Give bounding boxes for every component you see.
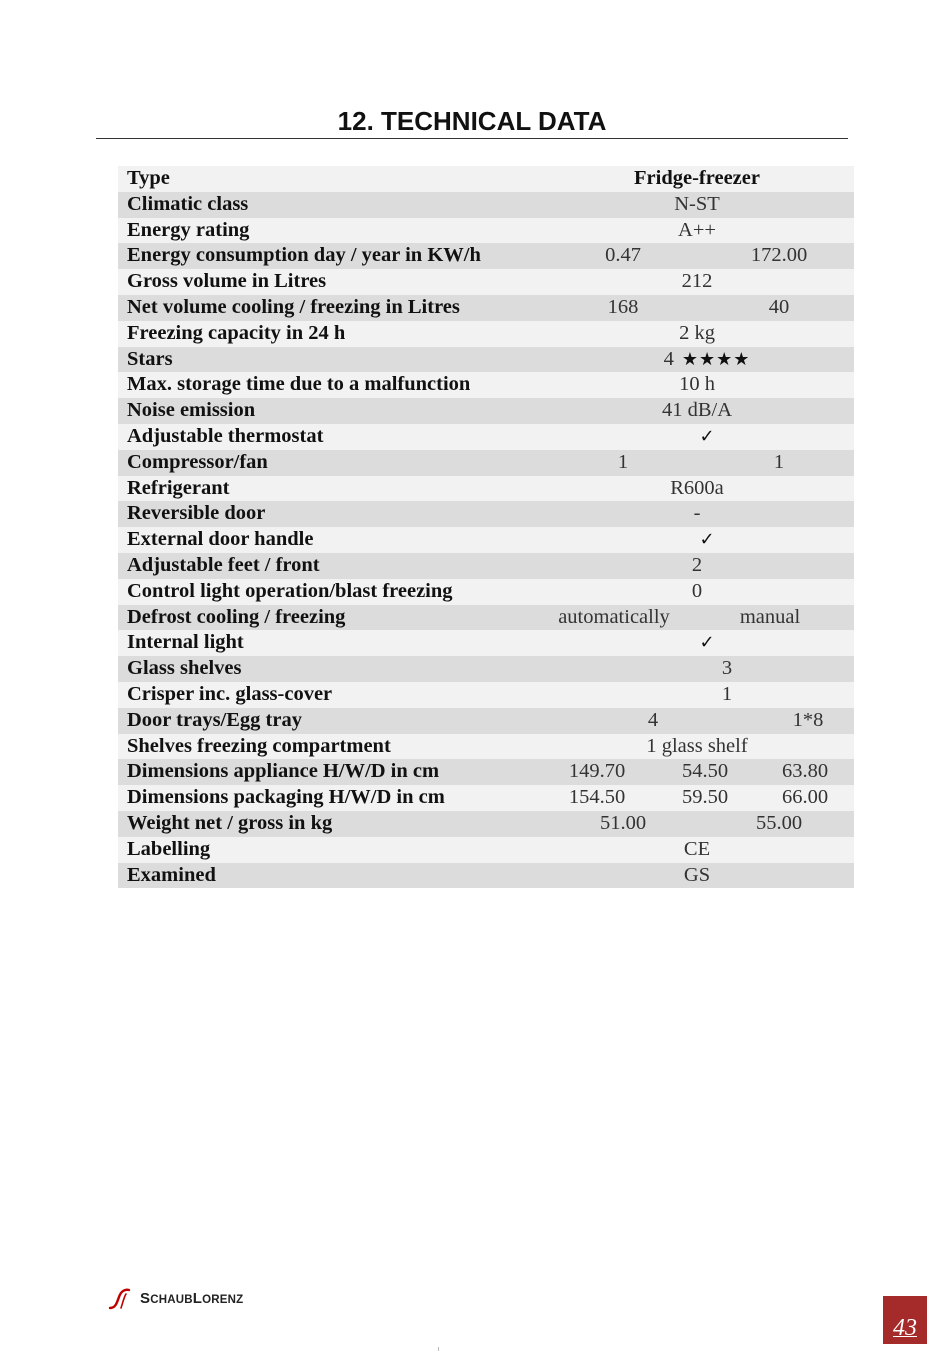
star-count: 4 xyxy=(663,347,674,370)
table-row xyxy=(118,579,854,605)
row-label: Freezing capacity in 24 h xyxy=(127,321,346,344)
row-label: Refrigerant xyxy=(127,476,230,499)
row-label: Labelling xyxy=(127,837,211,860)
row-label: Adjustable feet / front xyxy=(127,553,320,576)
row-label: Max. storage time due to a malfunction xyxy=(127,373,471,396)
table-row xyxy=(118,218,854,244)
row-value: 41 dB/A xyxy=(661,399,733,422)
table-row xyxy=(118,837,854,863)
row-value: 1 xyxy=(773,450,785,473)
row-value: 172.00 xyxy=(750,244,808,267)
checkmark-icon: ✓ xyxy=(699,632,715,654)
footer-mark xyxy=(438,1347,439,1351)
row-value: CE xyxy=(683,837,711,860)
row-label: Noise emission xyxy=(127,399,256,422)
row-label: Shelves freezing compartment xyxy=(127,734,391,757)
table-row xyxy=(118,192,854,218)
row-label: Climatic class xyxy=(127,192,249,215)
row-value: 4 xyxy=(647,708,659,731)
table-row xyxy=(118,656,854,682)
row-value: 3 xyxy=(721,657,733,680)
row-value: 10 h xyxy=(679,373,715,396)
table-row xyxy=(118,785,854,811)
page-title: 12. TECHNICAL DATA xyxy=(337,106,607,136)
row-value: A++ xyxy=(678,218,716,241)
row-value: 55.00 xyxy=(755,811,803,834)
page-number-box xyxy=(883,1296,927,1344)
row-value: 0 xyxy=(691,579,703,602)
table-row xyxy=(118,347,854,373)
table-row xyxy=(118,630,854,656)
row-value: 51.00 xyxy=(599,811,647,834)
table-row xyxy=(118,166,854,192)
row-label: Net volume cooling / freezing in Litres xyxy=(127,295,460,318)
table-row xyxy=(118,398,854,424)
table-row xyxy=(118,424,854,450)
row-value: 2 xyxy=(691,553,703,576)
row-value: 1*8 xyxy=(792,708,824,731)
row-value: 149.70 xyxy=(568,760,626,783)
row-value: GS xyxy=(683,863,711,886)
row-value: Fridge-freezer xyxy=(634,167,760,189)
row-label: Stars xyxy=(127,347,173,370)
table-row xyxy=(118,605,854,631)
row-label: Door trays/Egg tray xyxy=(127,708,302,731)
table-row xyxy=(118,321,854,347)
row-label: Defrost cooling / freezing xyxy=(127,605,346,628)
table-row xyxy=(118,476,854,502)
logo-wordmark: SCHAUBLORENZ xyxy=(140,1290,244,1307)
checkmark-icon: ✓ xyxy=(699,529,715,551)
row-label: Glass shelves xyxy=(127,657,242,680)
table-row xyxy=(118,372,854,398)
row-label: Crisper inc. glass-cover xyxy=(127,682,333,705)
schaub-lorenz-logo xyxy=(108,1287,243,1311)
row-value: 1 xyxy=(617,450,629,473)
row-value: 168 xyxy=(607,295,639,318)
row-value: 1 glass shelf xyxy=(646,734,748,757)
row-value: 2 kg xyxy=(679,321,715,344)
row-value: 63.80 xyxy=(781,760,829,783)
row-value: 154.50 xyxy=(568,786,626,809)
row-label: Compressor/fan xyxy=(127,450,268,473)
checkmark-icon: ✓ xyxy=(699,425,715,447)
row-label: Dimensions packaging H/W/D in cm xyxy=(127,786,445,809)
row-value: 212 xyxy=(681,270,713,293)
table-row xyxy=(118,527,854,553)
row-value: - xyxy=(693,502,701,525)
table-row xyxy=(118,450,854,476)
row-label: Reversible door xyxy=(127,502,266,525)
row-label: Examined xyxy=(127,863,216,886)
technical-data-table xyxy=(118,166,854,888)
table-row xyxy=(118,243,854,269)
row-value: 0.47 xyxy=(605,244,641,267)
row-label: Adjustable thermostat xyxy=(127,424,324,447)
row-label: Weight net / gross in kg xyxy=(127,811,333,834)
row-value: N-ST xyxy=(674,192,720,215)
table-row xyxy=(118,863,854,889)
table-row xyxy=(118,295,854,321)
row-label: Dimensions appliance H/W/D in cm xyxy=(127,760,440,783)
row-value: 40 xyxy=(768,295,790,318)
row-label: Energy rating xyxy=(127,218,250,241)
row-label: Type xyxy=(127,167,170,189)
table-row xyxy=(118,734,854,760)
row-value: 66.00 xyxy=(781,786,829,809)
row-label: Internal light xyxy=(127,631,244,654)
table-row xyxy=(118,553,854,579)
table-row xyxy=(118,682,854,708)
row-value: 54.50 xyxy=(681,760,729,783)
table-row xyxy=(118,501,854,527)
table-row xyxy=(118,759,854,785)
row-value: R600a xyxy=(670,476,724,499)
table-row xyxy=(118,708,854,734)
title-underline xyxy=(96,138,848,139)
star-icon: ★★★★ xyxy=(681,348,751,370)
row-label: Control light operation/blast freezing xyxy=(127,579,453,602)
logo-swoosh-icon xyxy=(108,1288,138,1310)
table-row xyxy=(118,811,854,837)
row-value: 59.50 xyxy=(681,786,729,809)
row-value: manual xyxy=(739,605,801,628)
row-value: automatically xyxy=(558,605,670,628)
row-label: Gross volume in Litres xyxy=(127,270,327,293)
star-rating xyxy=(664,347,751,373)
row-label: Energy consumption day / year in KW/h xyxy=(127,244,481,267)
page-number: 43 xyxy=(893,1315,917,1341)
row-label: External door handle xyxy=(127,528,314,551)
row-value: 1 xyxy=(721,682,733,705)
table-row xyxy=(118,269,854,295)
